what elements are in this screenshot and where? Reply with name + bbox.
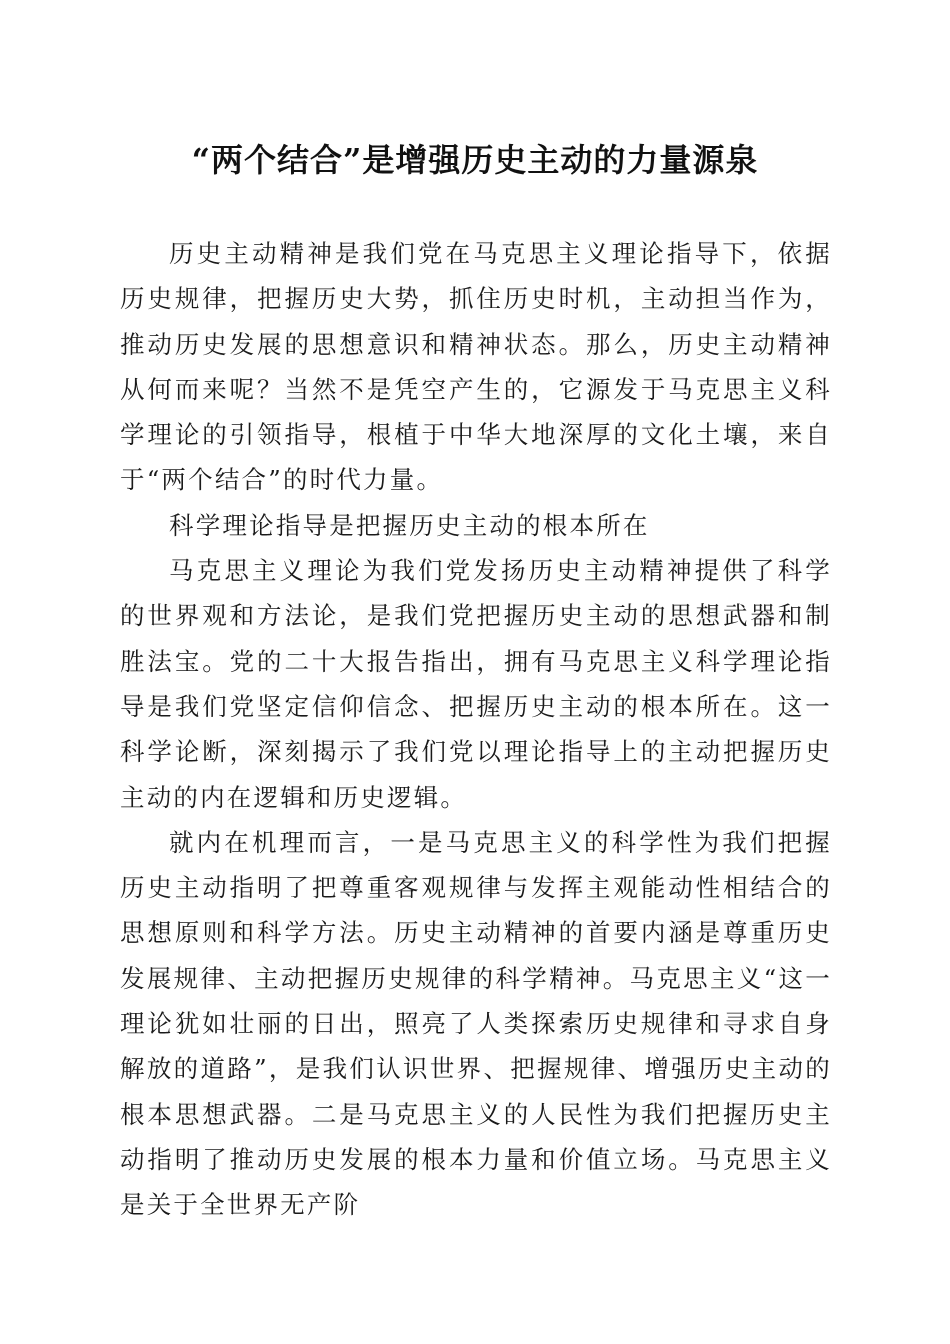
section-heading: 科学理论指导是把握历史主动的根本所在 — [169, 510, 650, 540]
paragraph-intro: 历史主动精神是我们党在马克思主义理论指导下，依据历史规律，把握历史大势，抓住历史时机，主动担当作为，推动历史发展的思想意识和精神状态。那么，历史主动精神从何而来呢？当然不是凭空产生的，它源发于马克思主义科学理论的引领指导，根植于中华大地深厚的文化土壤，来自于“两个结合”的时代力量。 — [120, 239, 832, 495]
document-body — [120, 231, 832, 1228]
paragraph-theory: 马克思主义理论为我们党发扬历史主动精神提供了科学的世界观和方法论，是我们党把握历史主动的思想武器和制胜法宝。党的二十大报告指出，拥有马克思主义科学理论指导是我们党坚定信仰信念、把握历史主动的根本所在。这一科学论断，深刻揭示了我们党以理论指导上的主动把握历史主动的内在逻辑和历史逻辑。 — [120, 556, 832, 812]
document-title: “两个结合”是增强历史主动的力量源泉 — [191, 141, 759, 179]
paragraph-mechanism: 就内在机理而言，一是马克思主义的科学性为我们把握历史主动指明了把尊重客观规律与发挥主观能动性相结合的思想原则和科学方法。历史主动精神的首要内涵是尊重历史发展规律、主动把握历史规律的科学精神。马克思主义“这一理论犹如壮丽的日出，照亮了人类探索历史规律和寻求自身解放的道路”，是我们认识世界、把握规律、增强历史主动的根本思想武器。二是马克思主义的人民性为我们把握历史主动指明了推动历史发展的根本力量和价值立场。马克思主义是关于全世界无产阶 — [120, 827, 832, 1220]
